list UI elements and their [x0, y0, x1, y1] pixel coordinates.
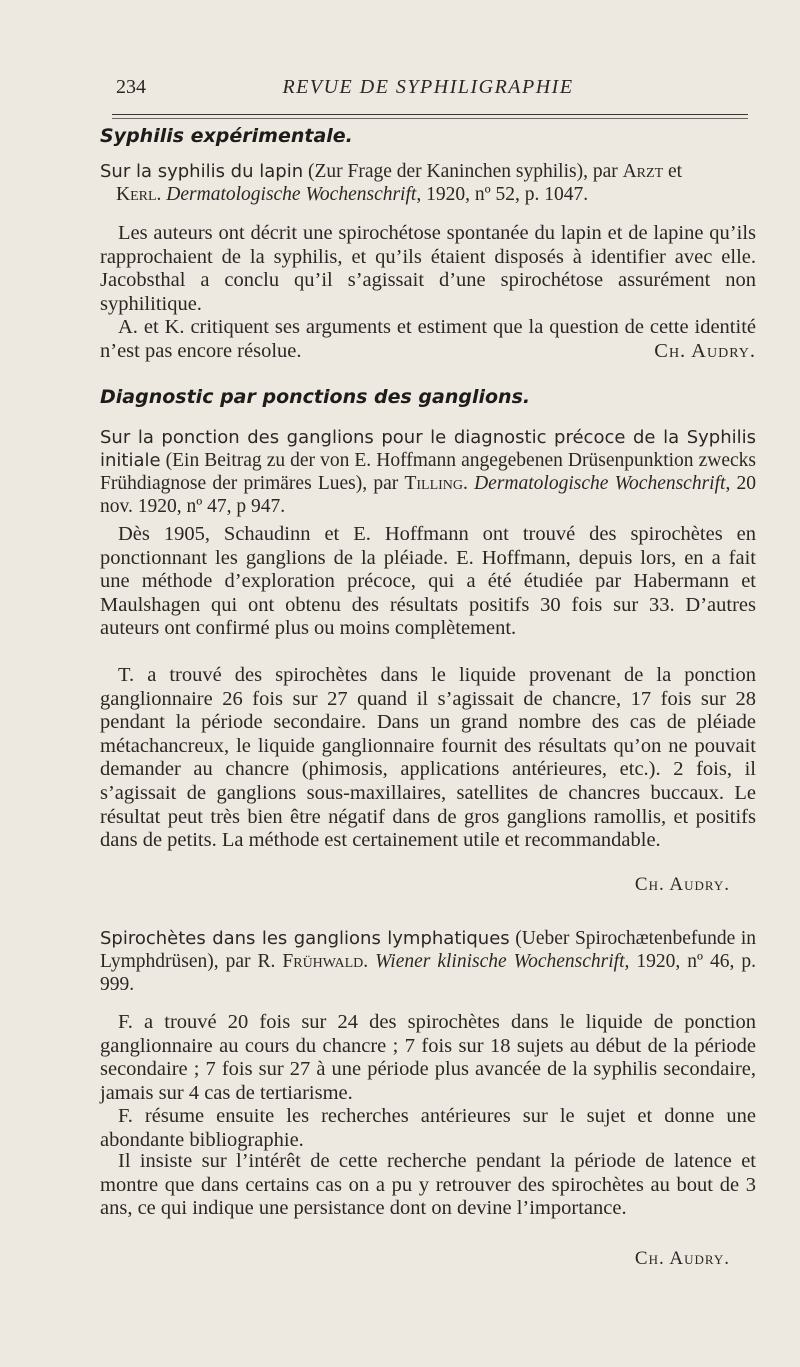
signature: Ch. Audry. — [634, 1248, 730, 1269]
reference-text: (Zur Frage der Kaninchen syphilis), par — [303, 161, 623, 182]
reference-text: , 1920, nº 46, p. 999. — [100, 951, 757, 995]
header-rule-thin — [112, 118, 748, 119]
reference-text: (Ueber Spirochætenbefunde in Lymphdrüsen), par R. — [100, 928, 757, 972]
author-name: Tilling — [404, 473, 463, 494]
author-name: Frühwald — [282, 951, 364, 972]
page-header — [100, 74, 756, 102]
paragraph — [100, 316, 756, 363]
article-heading: Sur la syphilis du lapin — [100, 161, 304, 182]
paragraph: F. a trouvé 20 fois sur 24 des spirochètes dans le liquide de ponction ganglionnaire au cours du chancre ; 7 fois sur 18 sujets au début de la période secondaire ; 7 fois sur 27 à une période plus avancée de la syphilis secondaire, jamais sur 4 cas de tertiarisme. — [100, 1011, 756, 1104]
article-reference — [100, 160, 756, 206]
reference-text: , 1920, nº 52, p. 1047. — [416, 184, 589, 205]
reference-text: (Ein Beitrag zu der von E. Hoffmann angegebenen Drüsenpunktion zwecks Frühdiagnose der primäres Lues), par — [100, 450, 756, 494]
journal-name: Dermatologische Wochenschrift — [166, 184, 417, 205]
running-title: REVUE DE SYPHILIGRAPHIE — [282, 76, 574, 98]
paragraph: Il insiste sur l’intérêt de cette recherche pendant la période de latence et montre que dans certains cas on a pu y retrouver des spirochètes au bout de 3 ans, ce qui indique une persistance dont on devine l’importance. — [100, 1150, 756, 1220]
article-heading: Sur la ponction des ganglions pour le diagnostic précoce de la Syphilis initiale — [100, 427, 756, 471]
paragraph: Les auteurs ont décrit une spirochétose spontanée du lapin et de lapine qu’ils rapprochaient de la syphilis, et qu’ils étaient disposés à identifier avec elle. Jacobsthal a conclu qu’il s’agissait d’une spirochétose assurément non syphilitique. — [100, 222, 756, 315]
article-reference — [100, 426, 756, 518]
section-title: Diagnostic par ponctions des ganglions. — [100, 386, 531, 408]
author-name: Arzt — [622, 161, 664, 182]
signature: Ch. Audry. — [654, 339, 756, 362]
header-rule — [112, 114, 748, 115]
section-title: Syphilis expérimentale. — [100, 125, 353, 147]
article-reference — [100, 927, 756, 996]
reference-text: . — [463, 473, 475, 494]
paragraph: T. a trouvé des spirochètes dans le liquide provenant de la ponction ganglionnaire 26 fois sur 27 quand il s’agissait de chancre, 17 fois sur 28 pendant la période secondaire. Dans un grand nombre des cas de pléiade métachancreux, le liquide ganglionnaire fournit des résultats qu’on ne pouvait demander au chancre (phimosis, applications antérieures, etc.). 2 fois, il s’agissait de ganglions sous-maxillaires, satellites de chancres buccaux. Le résultat peut très bien être négatif dans de gros ganglions ramollis, et positifs dans de petits. La méthode est certainement utile et recommandable. — [100, 664, 756, 852]
signature: Ch. Audry. — [634, 874, 730, 895]
journal-name: Dermatologische Wochenschrift — [474, 473, 726, 494]
paragraph: F. résume ensuite les recherches antérieures sur le sujet et donne une abondante bibliographie. — [100, 1105, 756, 1151]
reference-text: et — [663, 161, 683, 182]
page-number: 234 — [116, 76, 146, 98]
reference-text: , 20 nov. 1920, nº 47, p 947. — [100, 473, 757, 517]
article-heading: Spirochètes dans les ganglions lymphatiques — [100, 928, 510, 949]
reference-text: . — [156, 184, 167, 205]
paragraph-text: A. et K. critiquent ses arguments et estiment que la question de cette identité n’est pas encore résolue. — [100, 316, 756, 362]
paragraph: Dès 1905, Schaudinn et E. Hoffmann ont trouvé des spirochètes en ponctionnant les ganglions de la pléiade. E. Hoffmann, depuis lors, en a fait une méthode d’exploration précoce, qui a été étudiée par Habermann et Maulshagen qui ont obtenu des résultats positifs 30 fois sur 33. D’autres auteurs ont confirmé plus ou moins complètement. — [100, 523, 756, 640]
journal-name: Wiener klinische Wochenschrift — [375, 951, 625, 972]
author-name: Kerl — [116, 184, 157, 205]
reference-continuation — [100, 183, 756, 206]
reference-text: . — [363, 951, 376, 972]
